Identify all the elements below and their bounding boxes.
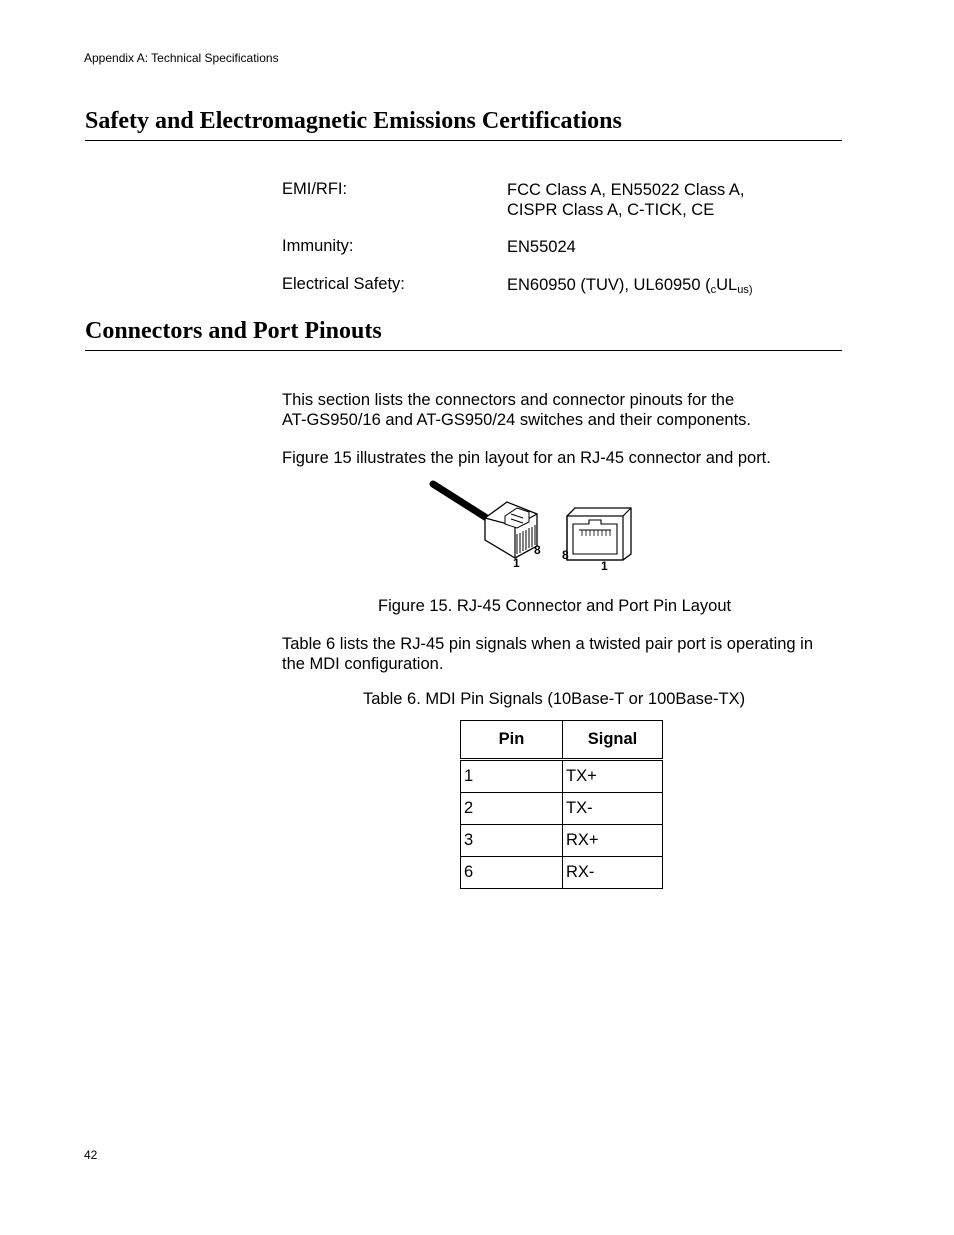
paragraph-table-ref-line2: the MDI configuration. xyxy=(282,655,444,673)
table-row xyxy=(461,857,663,889)
table-cell-pin: 2 xyxy=(461,793,563,825)
spec-label-immunity: Immunity: xyxy=(282,237,354,255)
rj45-port-illustration xyxy=(567,508,631,560)
port-pin-label-1: 1 xyxy=(601,559,608,573)
table-cell-pin: 1 xyxy=(461,760,563,793)
running-header: Appendix A: Technical Specifications xyxy=(84,51,279,65)
section-rule xyxy=(85,350,842,351)
paragraph-intro xyxy=(282,390,751,430)
table-cell-pin: 6 xyxy=(461,857,563,889)
table-cell-signal: TX+ xyxy=(563,760,663,793)
paragraph-figure-ref: Figure 15 illustrates the pin layout for an RJ-45 connector and port. xyxy=(282,449,771,467)
table-header-pin: Pin xyxy=(461,721,563,760)
table-cell-signal: TX- xyxy=(563,793,663,825)
table-row xyxy=(461,825,663,857)
page-number: 42 xyxy=(84,1148,98,1162)
table-cell-pin: 3 xyxy=(461,825,563,857)
spec-value-electrical-safety xyxy=(507,275,752,295)
paragraph-table-ref-line1: Table 6 lists the RJ-45 pin signals when a twisted pair port is operating in xyxy=(282,635,814,653)
section-title-connectors: Connectors and Port Pinouts xyxy=(85,318,382,344)
table-cell-signal: RX+ xyxy=(563,825,663,857)
table-caption: Table 6. MDI Pin Signals (10Base-T or 100Base-TX) xyxy=(363,690,746,708)
spec-value-sub-c: c xyxy=(710,284,717,296)
spec-label-electrical-safety: Electrical Safety: xyxy=(282,275,405,293)
table-cell-signal: RX- xyxy=(563,857,663,889)
table-header-row xyxy=(461,721,663,760)
paragraph-intro-line2: AT-GS950/16 and AT-GS950/24 switches and their components. xyxy=(282,411,751,429)
spec-value-immunity: EN55024 xyxy=(507,238,576,256)
section-title-certifications: Safety and Electromagnetic Emissions Certifications xyxy=(85,108,622,134)
spec-value-emi xyxy=(507,180,745,220)
plug-pin-label-8: 8 xyxy=(534,543,541,557)
spec-value-emi-line1: FCC Class A, EN55022 Class A, xyxy=(507,181,745,199)
spec-value-sub-us: us) xyxy=(737,284,753,296)
port-pin-label-8: 8 xyxy=(562,548,569,562)
figure-caption: Figure 15. RJ-45 Connector and Port Pin Layout xyxy=(378,597,732,615)
spec-value-ul: UL xyxy=(716,276,738,294)
spec-value-emi-line2: CISPR Class A, C-TICK, CE xyxy=(507,201,715,219)
table-header-signal: Signal xyxy=(563,721,663,760)
pin-signal-table xyxy=(460,720,663,889)
paragraph-table-ref xyxy=(282,634,813,674)
plug-pin-label-1: 1 xyxy=(513,556,520,570)
spec-value-prefix: EN60950 (TUV), UL60950 ( xyxy=(507,276,711,294)
table-row xyxy=(461,760,663,793)
table-row xyxy=(461,793,663,825)
section-rule xyxy=(85,140,842,141)
rj45-plug-illustration xyxy=(433,484,537,558)
spec-label-emi: EMI/RFI: xyxy=(282,180,348,198)
paragraph-intro-line1: This section lists the connectors and connector pinouts for the xyxy=(282,391,735,409)
rj45-figure xyxy=(425,478,645,578)
